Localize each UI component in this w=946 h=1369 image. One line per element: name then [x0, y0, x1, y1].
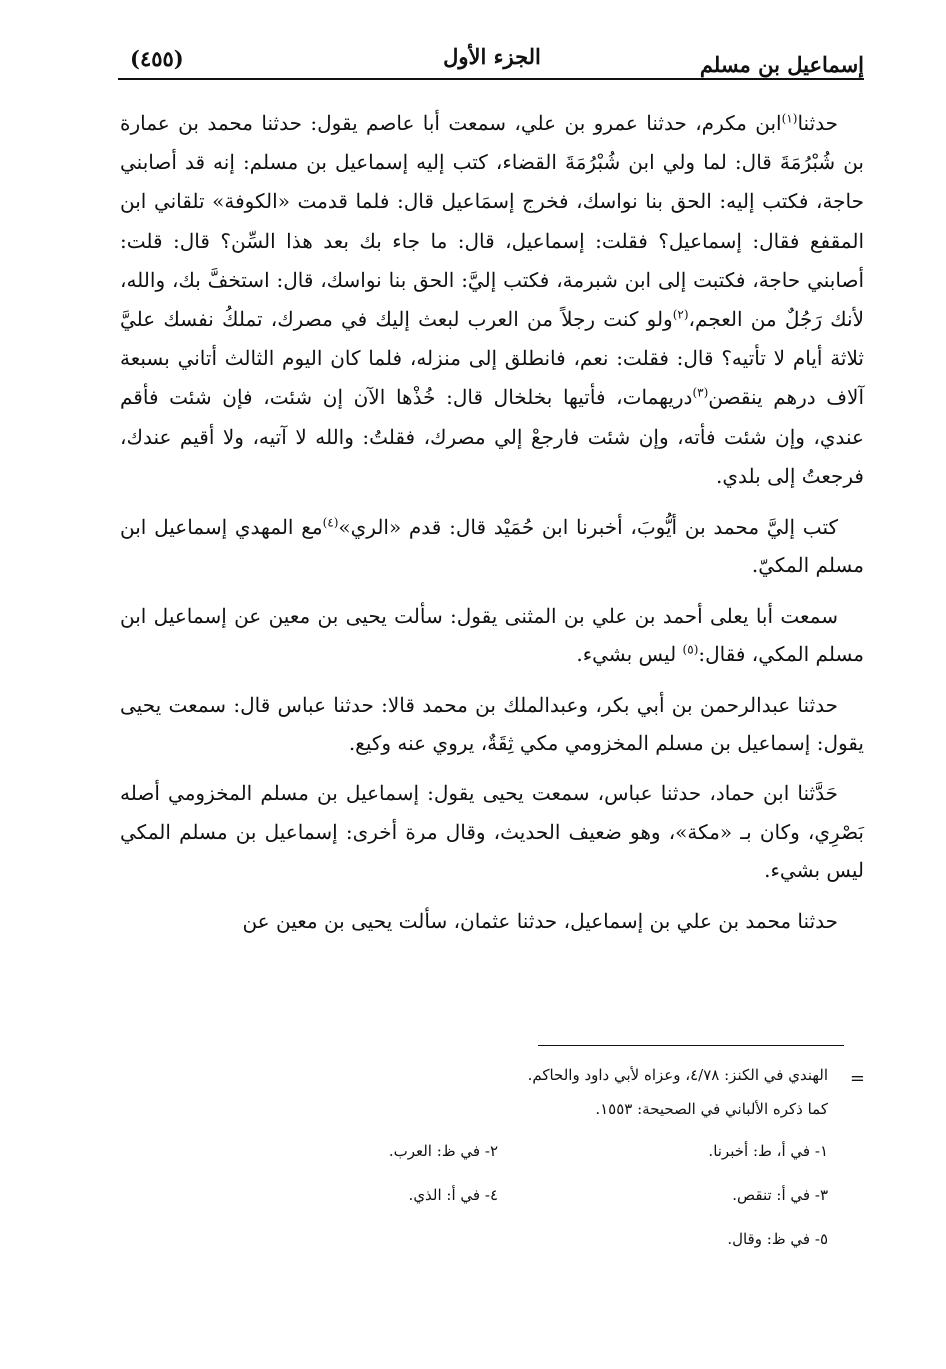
footnote-row: [308, 1142, 828, 1168]
footnote-ref: (٢): [672, 307, 689, 322]
paragraph-text: مع المهدي إسماعيل ابن مسلم المكيّ.: [120, 515, 864, 578]
continuation-marker: =: [849, 1068, 865, 1089]
paragraph-text: ابن مكرم، حدثنا عمرو بن علي، سمعت أبا عاصم يقول: حدثنا محمد بن عمارة بن شُبْرُمَةَ قال: لما ولي ابن شُبْرُمَةَ القضاء، كتب إليه إسماعيل بن مسلم: إنه قد أصابني حاجة، فكتب إليه: الحق بنا نواسك، فخرج إسمَاعيل قال: فلما قدمت «الكوفة» تلقاني ابن المقفع فقال: إسماعيل؟ فقلت: إسماعيل، قال: ما جاء بك بعد هذا السِّن؟ قال: قلت: أصابني حاجة، فكتبت إلى ابن شبرمة، فكتب إليَّ: الحق بنا نواسك، قال: استخفَّ بك، والله، لأنك رَجُلٌ من العجم،: [120, 111, 864, 332]
paragraph-text: سمعت أبا يعلى أحمد بن علي بن المثنى يقول: سألت يحيى بن معين عن إسماعيل ابن مسلم المكي، فقال:: [120, 603, 864, 667]
paragraph-text: ليس بشيء.: [576, 642, 683, 667]
paragraph-4: [120, 686, 864, 763]
paragraph-text: كتب إليَّ محمد بن أيُّوبَ، أخبرنا ابن حُمَيْد قال: قدم «الري»: [338, 515, 839, 540]
footnote-item: ٢- في ظ: العرب.: [388, 1142, 498, 1160]
paragraph-3: [120, 597, 864, 674]
paragraph-6: [120, 902, 864, 940]
footnote-item: ١- في أ، ط: أخبرنا.: [708, 1142, 828, 1160]
footnote-row: [308, 1230, 828, 1256]
footnote-item: ٣- في أ: تنقص.: [732, 1186, 828, 1204]
header-volume-title: الجزء الأول: [443, 44, 541, 69]
footnote-item: ٥- في ظ: وقال.: [727, 1230, 828, 1248]
running-header: [120, 38, 864, 77]
page-number: (٤٥٥): [130, 46, 184, 71]
footnote-ref: (٥): [682, 642, 699, 657]
header-rule: [118, 78, 864, 80]
footnote-ref: (١): [781, 111, 798, 126]
paragraph-text: حدثنا: [797, 111, 838, 135]
footnote-row: [308, 1186, 828, 1212]
paragraph-text: ولو كنت رجلاً من العرب لبعث إليك في مصرك، تملكُ نفسك عليَّ ثلاثة أيام لا تأتيه؟ قال: فقلت: نعم، فانطلق إلى منزله، فلما كان اليوم الثالث أتاني بسبعة آلاف درهم ينقصن: [120, 307, 864, 410]
footnote-continued: كما ذكره الألباني في الصحيحة: ١٥٥٣.: [595, 1100, 828, 1118]
main-text: [120, 104, 864, 952]
paragraph-1: [120, 104, 864, 496]
footnote-rule: [538, 1045, 844, 1046]
footnote-ref: (٤): [322, 515, 339, 530]
paragraph-text: دريهمات، فأتيها بخلخال قال: خُذْها الآن إن شئت، فإن شئت فأقم عندي، وإن شئت فأته، وإن شئت فارجعْ إلي مصرك، فقلتُ: والله لا آتيه، ولا أقيم عندك، فرجعتُ إلى بلدي.: [120, 385, 864, 488]
footnote-ref: (٣): [692, 385, 709, 400]
paragraph-text: حدثنا عبدالرحمن بن أبي بكر، وعبدالملك بن محمد قالا: حدثنا عباس قال: سمعت يحيى يقول: إسماعيل بن مسلم المخزومي مكي ثِقَةٌ، يروي عنه وكيع.: [120, 692, 864, 756]
footnote-item: ٤- في أ: الذي.: [408, 1186, 498, 1204]
header-entry-name: إسماعيل بن مسلم: [699, 52, 864, 77]
paragraph-2: [120, 508, 864, 585]
footnote-continued: الهندي في الكنز: ٤/٧٨، وعزاه لأبي داود والحاكم.: [527, 1066, 828, 1084]
paragraph-text: حَدَّثنا ابن حماد، حدثنا عباس، سمعت يحيى يقول: إسماعيل بن مسلم المخزومي أصله بَصْرِي، وكان بـ «مكة»، وهو ضعيف الحديث، وقال مرة أخرى: إسماعيل بن مسلم المكي ليس بشيء.: [120, 781, 864, 883]
paragraph-text: حدثنا محمد بن علي بن إسماعيل، حدثنا عثمان، سألت يحيى بن معين عن: [242, 908, 838, 933]
paragraph-5: [120, 774, 864, 889]
